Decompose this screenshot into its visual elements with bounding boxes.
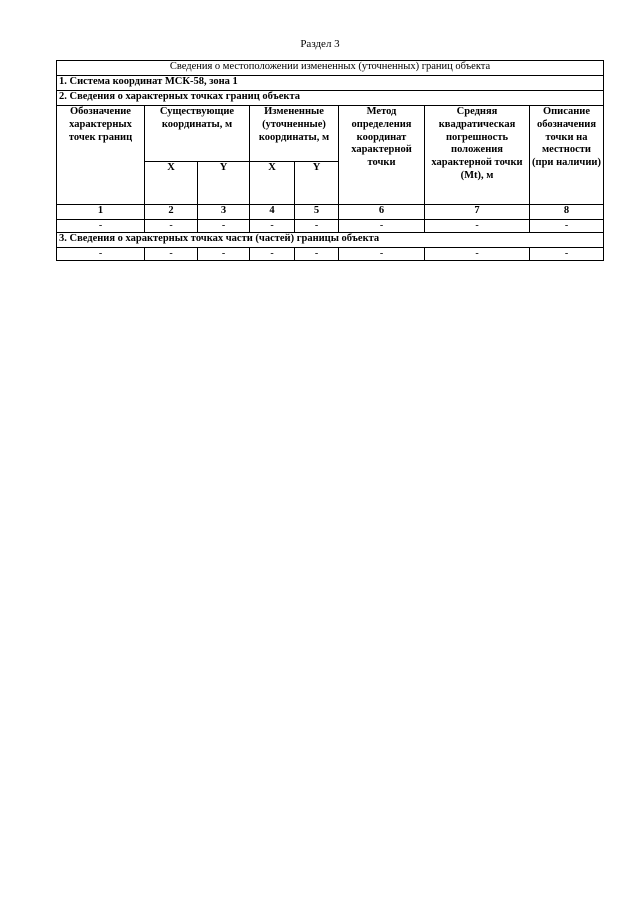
header-existing-x: X: [145, 162, 198, 205]
table-cell: -: [295, 248, 339, 261]
coordinate-system-heading: 1. Система координат МСК-58, зона 1: [57, 76, 604, 91]
table-cell: -: [295, 220, 339, 233]
column-number: 4: [250, 205, 295, 220]
boundary-table: [56, 60, 604, 261]
column-number: 3: [198, 205, 250, 220]
header-changed-x: X: [250, 162, 295, 205]
column-number: 2: [145, 205, 198, 220]
table-cell: -: [339, 248, 425, 261]
parts-heading: 3. Сведения о характерных точках части (частей) границы объекта: [57, 233, 604, 248]
table-row: [57, 220, 604, 233]
column-number: 1: [57, 205, 145, 220]
table-cell: -: [198, 248, 250, 261]
header-method: Метод определения координат характерной точки: [339, 106, 425, 205]
table-cell: -: [57, 248, 145, 261]
table-cell: -: [339, 220, 425, 233]
table-cell: -: [250, 248, 295, 261]
header-description: Описание обозначения точки на местности (при наличии): [530, 106, 604, 205]
table-cell: -: [250, 220, 295, 233]
column-number-row: [57, 205, 604, 220]
header-changed-y: Y: [295, 162, 339, 205]
column-number: 5: [295, 205, 339, 220]
table-caption-row: [57, 61, 604, 76]
table-cell: -: [145, 220, 198, 233]
table-cell: -: [425, 248, 530, 261]
subheading-row: [57, 76, 604, 91]
header-row: [57, 106, 604, 162]
table-cell: -: [425, 220, 530, 233]
subheading-row: [57, 233, 604, 248]
header-existing-y: Y: [198, 162, 250, 205]
column-number: 7: [425, 205, 530, 220]
points-heading: 2. Сведения о характерных точках границ объекта: [57, 91, 604, 106]
header-existing-coordinates: Существующие координаты, м: [145, 106, 250, 162]
header-point-designation: Обозначение характерных точек границ: [57, 106, 145, 205]
table-row: [57, 248, 604, 261]
table-cell: -: [57, 220, 145, 233]
table-cell: -: [145, 248, 198, 261]
column-number: 6: [339, 205, 425, 220]
header-error: Средняя квадратическая погрешность положения характерной точки (Mt), м: [425, 106, 530, 205]
table-cell: -: [530, 248, 604, 261]
table-cell: -: [198, 220, 250, 233]
table-caption: Сведения о местоположении измененных (уточненных) границ объекта: [57, 61, 604, 76]
header-changed-coordinates: Измененные (уточненные) координаты, м: [250, 106, 339, 162]
table-cell: -: [530, 220, 604, 233]
section-title: Раздел 3: [300, 38, 340, 50]
subheading-row: [57, 91, 604, 106]
column-number: 8: [530, 205, 604, 220]
